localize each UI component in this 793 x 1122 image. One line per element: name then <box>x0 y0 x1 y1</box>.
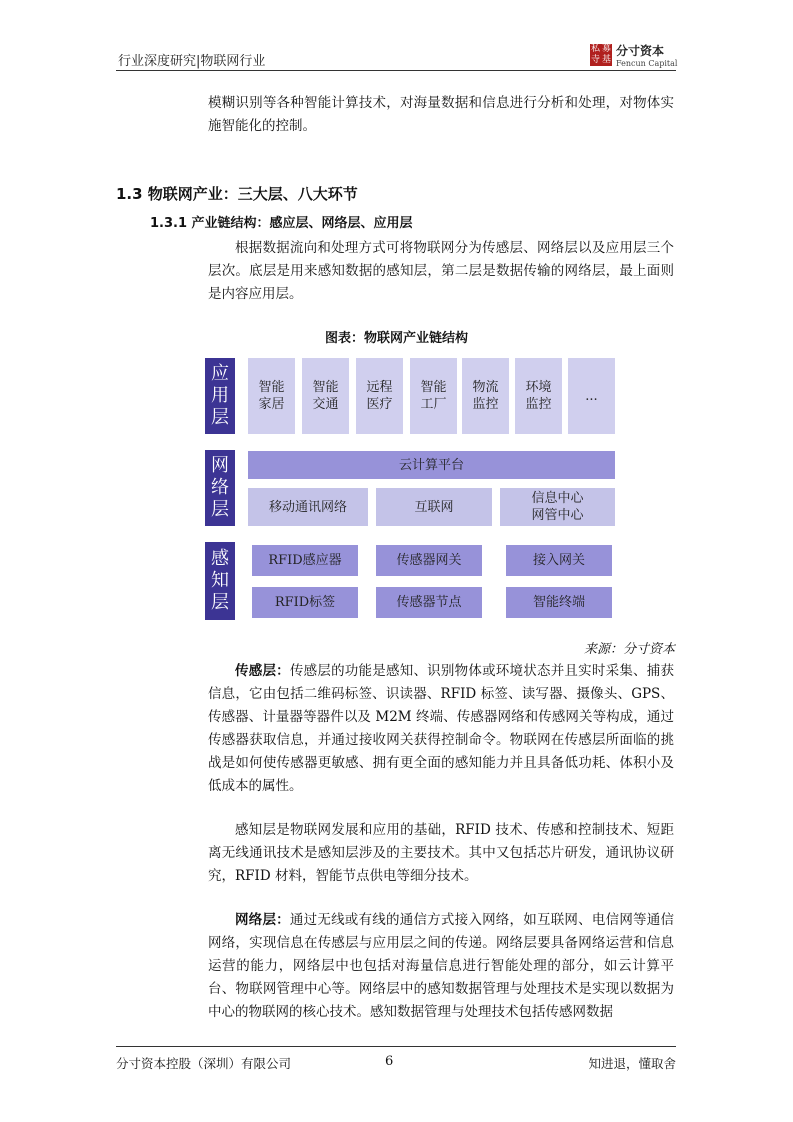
application-layer-label: 应 用 层 <box>205 358 235 434</box>
perception-item: 传感器网关 <box>376 545 482 576</box>
perception-basis-paragraph: 感知层是物联网发展和应用的基础，RFID 技术、传感和控制技术、短距离无线通讯技术是感知层涉及的主要技术。其中又包括芯片研发，通讯协议研究，RFID 材料，智能节点供电等细分技术。 <box>208 822 674 884</box>
footer-motto: 知进退，懂取舍 <box>588 1056 676 1071</box>
app-item: 智能 交通 <box>302 358 349 434</box>
network-text: 通过无线或有线的通信方式接入网络，如互联网、电信网等通信网络，实现信息在传感层与应用层之间的传递。网络层要具备网络运营和信息运营的能力，网络层中也包括对海量信息进行智能处理的部分，如云计算平台、物联网管理中心等。网络层中的感知数据管理与处理技术是实现以数据为中心的物联网的核心技术。感知数据管理与处理技术包括传感网数据 <box>208 912 675 1020</box>
network-paragraph <box>208 909 674 1024</box>
perception-layer-label: 感 知 层 <box>205 542 235 620</box>
perception-text: 传感层的功能是感知、识别物体或环境状态并且实时采集、捕获信息，它由包括二维码标签、识读器、RFID 标签、读写器、摄像头、GPS、传感器、计量器等器件以及 M2M 终端、传感器网络和传感网关等构成，通过传感器获取信息，并通过接收网关获得控制命令。物联网在传感层所面临的挑战是如何使传感器更敏感、拥有更全面的感知能力并且具备低功耗、体积小及低成本的属性。 <box>208 663 675 794</box>
network-lead: 网络层： <box>235 912 290 928</box>
section-intro: 根据数据流向和处理方式可将物联网分为传感层、网络层以及应用层三个层次。底层是用来感知数据的感知层，第二层是数据传输的网络层，最上面则是内容应用层。 <box>208 240 674 302</box>
network-item: 移动通讯网络 <box>248 488 368 526</box>
logo-english-name: Fencun Capital <box>616 59 678 68</box>
figure-source: 来源：分寸资本 <box>583 642 675 657</box>
app-item: 智能 家居 <box>248 358 295 434</box>
app-item: 环境 监控 <box>515 358 562 434</box>
perception-paragraph <box>208 660 674 798</box>
perception-item: 传感器节点 <box>376 587 482 618</box>
header-divider <box>116 70 676 71</box>
perception-item: 智能终端 <box>506 587 612 618</box>
page-number: 6 <box>385 1054 394 1069</box>
seal-icon: 私 募 寺 基 <box>590 44 611 65</box>
app-item-more: ... <box>568 358 615 434</box>
logo-chinese-name: 分寸资本 <box>616 44 665 58</box>
perception-item: RFID标签 <box>252 587 358 618</box>
network-layer-label: 网 络 层 <box>205 450 235 526</box>
app-item: 智能 工厂 <box>410 358 457 434</box>
footer-divider <box>116 1046 676 1047</box>
subsection-heading: 1.3.1 产业链结构：感应层、网络层、应用层 <box>150 216 413 231</box>
footer-company: 分寸资本控股（深圳）有限公司 <box>116 1056 292 1071</box>
section-heading: 1.3 物联网产业：三大层、八大环节 <box>116 185 358 203</box>
figure-title: 图表：物联网产业链结构 <box>324 331 468 346</box>
perception-item: RFID感应器 <box>252 545 358 576</box>
network-item: 信息中心 网管中心 <box>500 488 615 526</box>
network-item: 互联网 <box>376 488 492 526</box>
cloud-platform-bar: 云计算平台 <box>248 451 615 479</box>
intro-paragraph: 模糊识别等各种智能计算技术，对海量数据和信息进行分析和处理，对物体实施智能化的控制。 <box>208 95 674 134</box>
perception-item: 接入网关 <box>506 545 612 576</box>
app-item: 物流 监控 <box>462 358 509 434</box>
document-header: 行业深度研究|物联网行业 <box>118 54 266 69</box>
perception-lead: 传感层： <box>235 663 290 679</box>
company-logo <box>590 42 677 68</box>
app-item: 远程 医疗 <box>356 358 403 434</box>
